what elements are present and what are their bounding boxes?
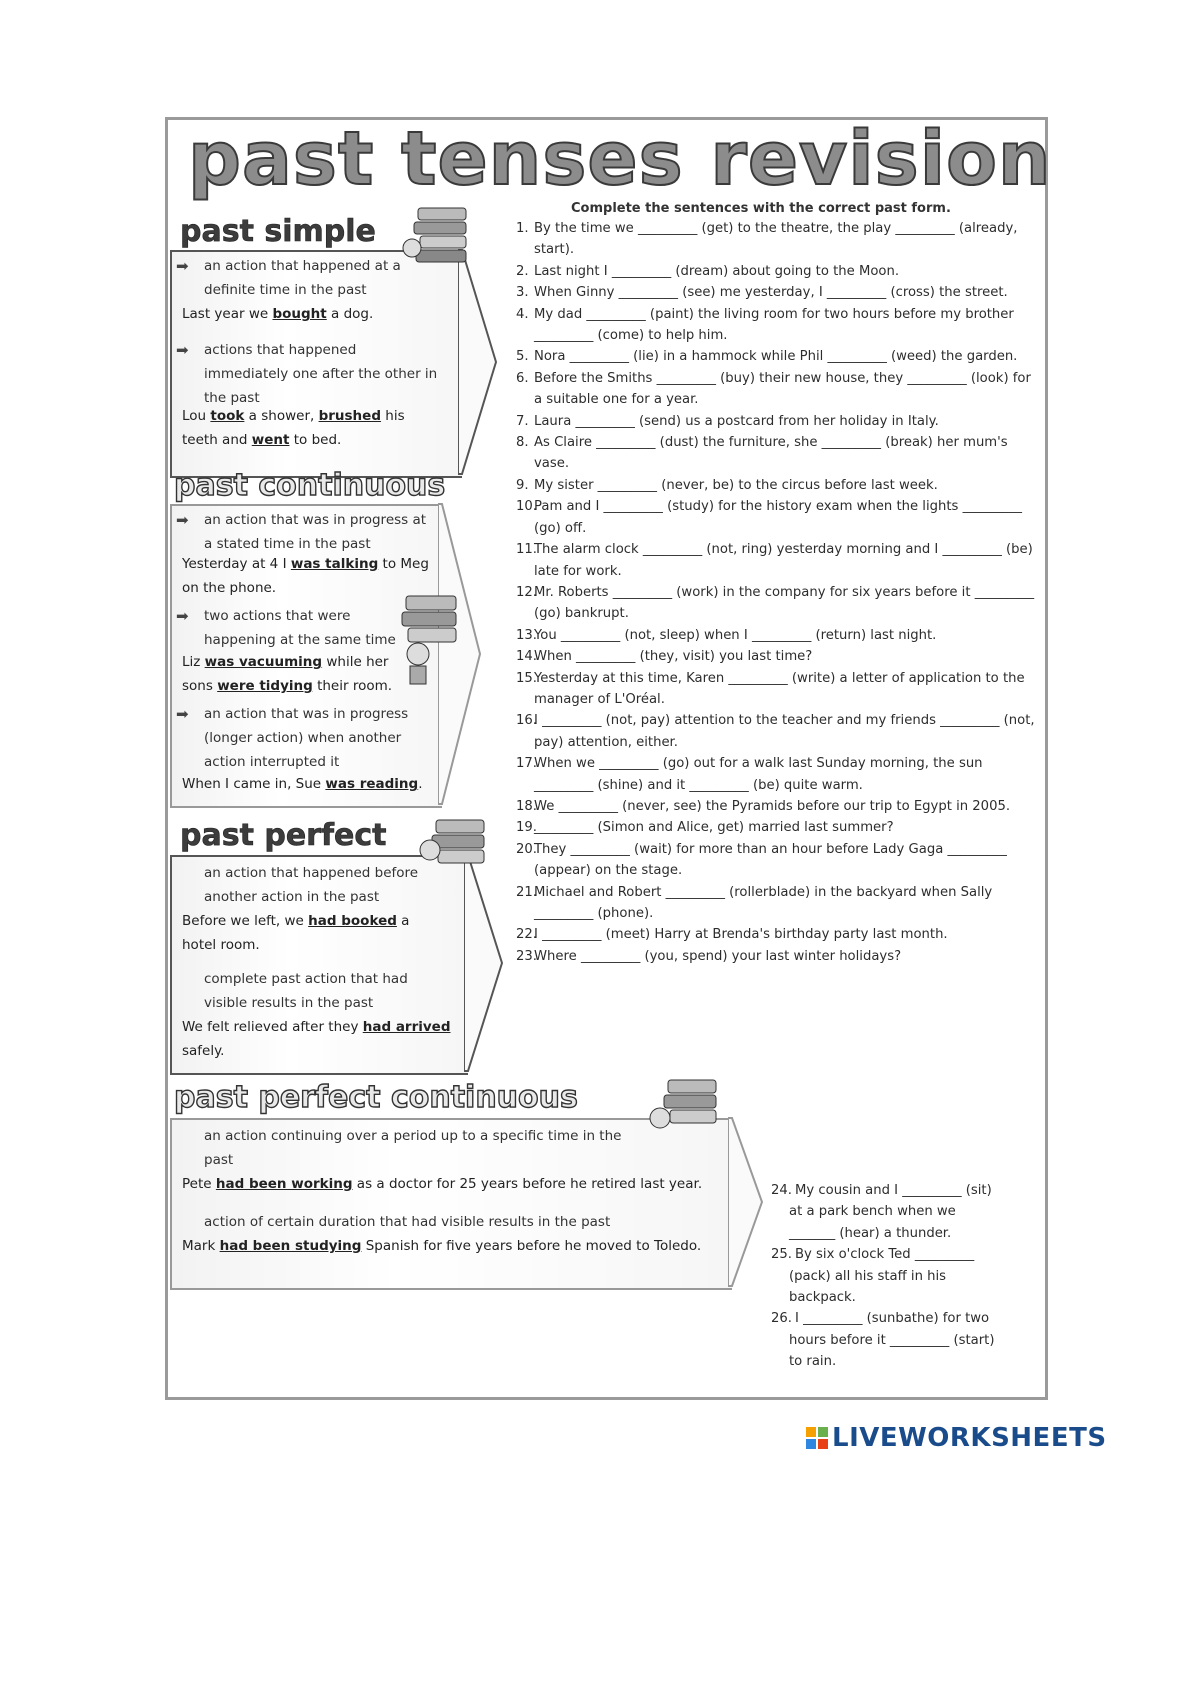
past-simple-arrow: [458, 248, 498, 476]
past-simple-example-1: Last year we bought a dog.: [182, 306, 374, 322]
exercise-item: 18.We _________ (never, see) the Pyramids before our trip to Egypt in 2005.: [516, 798, 1011, 814]
past-perfect-rule-2: complete past action that had visible results in the past: [204, 971, 408, 1011]
exercise-item: 23.Where _________ (you, spend) your last winter holidays?: [516, 948, 902, 964]
books-icon: [388, 588, 468, 688]
past-continuous-example-3: When I came in, Sue was reading.: [182, 776, 423, 792]
exercise-item: 24. My cousin and I _________ (sit) at a park bench when we _______ (hear) a thunder.: [771, 1183, 992, 1241]
books-icon: [646, 1070, 726, 1152]
exercise-item: 15.Yesterday at this time, Karen _________ (write) a letter of application to the manager of L'Oréal.: [516, 670, 1025, 707]
exercise-item: 5. Nora _________ (lie) in a hammock while Phil _________ (weed) the garden.: [516, 349, 1018, 365]
past-perfect-example-2: We felt relieved after they had arrived safely.: [182, 1019, 451, 1059]
past-continuous-example-2: Liz was vacuuming while her sons were tidying their room.: [182, 654, 393, 694]
arrow-bullet-icon: ➡: [176, 511, 189, 529]
exercise-item: 25. By six o'clock Ted _________ (pack) all his staff in his backpack.: [771, 1247, 975, 1306]
exercise-item: 19._________ (Simon and Alice, get) married last summer?: [516, 820, 894, 836]
past-perfect-continuous-title: past perfect continuous: [174, 1080, 578, 1115]
worksheet-title: past tenses revision: [188, 116, 1052, 202]
past-simple-example-2: Lou took a shower, brushed his teeth and went to bed.: [182, 408, 405, 448]
arrow-bullet-icon: ➡: [176, 607, 189, 625]
worksheet: [165, 116, 1052, 1400]
exercise-item: 17.When we _________ (go) out for a walk last Sunday morning, the sun _________ (shine) and it _________ (be) quite warm.: [516, 756, 983, 793]
exercise-item: 12.Mr. Roberts _________ (work) in the company for six years before it _________ (go) bankrupt.: [516, 584, 1035, 622]
exercise-list: [516, 218, 1036, 967]
arrow-bullet-icon: ➡: [176, 257, 189, 275]
past-continuous-rule-2: ➡ two actions that were happening at the same time: [204, 604, 400, 652]
exercise-item: 9. My sister _________ (never, be) to the circus before last week.: [516, 477, 938, 493]
liveworksheets-logo: LIVEWORKSHEETS: [806, 1423, 1107, 1453]
past-perfect-example-1: Before we left, we had booked a hotel room.: [182, 913, 410, 953]
exercise-item: 3. When Ginny _________ (see) me yesterday, I _________ (cross) the street.: [516, 285, 1008, 301]
past-perfect-title: past perfect: [180, 818, 387, 853]
past-continuous-title: past continuous: [174, 468, 446, 503]
past-simple-rule-2: ➡ actions that happened immediately one after the other in the past: [204, 338, 444, 410]
exercise-item: 4. My dad _________ (paint) the living room for two hours before my brother _________ (come) to help him.: [516, 306, 1014, 344]
books-icon: [416, 810, 496, 892]
past-perfect-continuous-rule-1: an action continuing over a period up to a specific time in the past: [204, 1128, 622, 1168]
past-simple-rule-1: ➡ an action that happened at a definite time in the past: [204, 254, 444, 302]
instruction: Complete the sentences with the correct past form.: [571, 201, 951, 216]
exercise-item: 2. Last night I _________ (dream) about going to the Moon.: [516, 263, 900, 279]
exercise-item: 14.When _________ (they, visit) you last time?: [516, 649, 813, 665]
past-perfect-continuous-arrow: [728, 1116, 764, 1288]
arrow-bullet-icon: ➡: [176, 341, 189, 359]
past-perfect-rule-1: an action that happened before another action in the past: [204, 865, 419, 905]
side-exercise-list: [771, 1180, 1001, 1373]
exercise-item: 22.I _________ (meet) Harry at Brenda's birthday party last month.: [516, 927, 948, 943]
books-icon: [398, 198, 478, 278]
past-perfect-continuous-example-2: Mark had been studying Spanish for five years before he moved to Toledo.: [182, 1238, 702, 1254]
exercise-item: 21.Michael and Robert _________ (rollerblade) in the backyard when Sally _________ (phone).: [516, 884, 993, 921]
past-perfect-continuous-example-1: Pete had been working as a doctor for 25 years before he retired last year.: [182, 1176, 703, 1192]
past-perfect-continuous-rule-2: action of certain duration that had visible results in the past: [204, 1214, 611, 1230]
exercise-item: 20.They _________ (wait) for more than an hour before Lady Gaga _________ (appear) on the stage.: [516, 841, 1007, 879]
exercise-item: 13.You _________ (not, sleep) when I _________ (return) last night.: [516, 627, 937, 643]
past-continuous-example-1: Yesterday at 4 I was talking to Meg on the phone.: [182, 556, 429, 596]
exercise-item: 7. Laura _________ (send) us a postcard from her holiday in Italy.: [516, 413, 939, 429]
exercise-item: 8. As Claire _________ (dust) the furniture, she _________ (break) her mum's vase.: [516, 435, 1008, 472]
arrow-bullet-icon: ➡: [176, 705, 189, 723]
exercise-item: 1. By the time we _________ (get) to the theatre, the play _________ (already, start).: [516, 221, 1018, 258]
past-continuous-rule-1: ➡ an action that was in progress at a stated time in the past: [204, 508, 434, 556]
past-simple-title: past simple: [180, 214, 376, 249]
exercise-item: 26. I _________ (sunbathe) for two hours before it _________ (start) to rain.: [771, 1311, 995, 1370]
exercise-item: 11.The alarm clock _________ (not, ring) yesterday morning and I _________ (be) late for work.: [516, 542, 1033, 579]
past-continuous-rule-3: ➡ an action that was in progress (longer action) when another action interrupted it: [204, 702, 430, 774]
logo-grid-icon: [806, 1427, 828, 1449]
exercise-item: 10.Pam and I _________ (study) for the history exam when the lights _________ (go) off.: [516, 499, 1022, 536]
exercise-item: 16.I _________ (not, pay) attention to the teacher and my friends _________ (not, pay) attention, either.: [516, 713, 1035, 750]
exercise-item: 6. Before the Smiths _________ (buy) their new house, they _________ (look) for a suitable one for a year.: [516, 370, 1031, 408]
